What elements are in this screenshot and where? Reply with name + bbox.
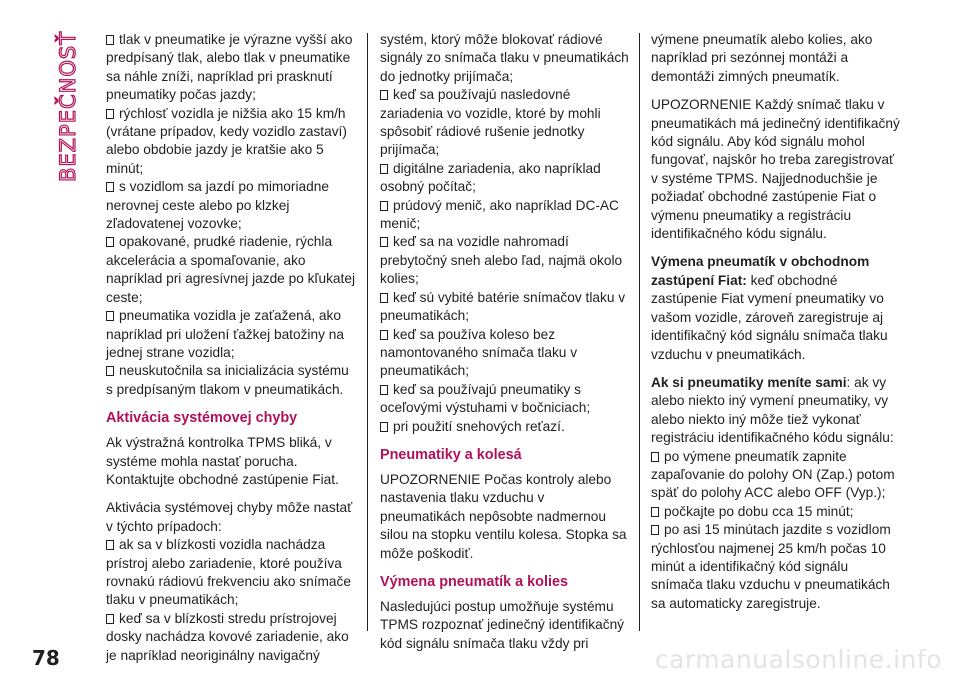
section-title: BEZPEČNOSŤ: [56, 30, 80, 182]
list-item: počkajte po dobu cca 15 minút;: [651, 503, 903, 521]
page-number: 78: [32, 646, 60, 670]
checkbox-bullet-icon: [380, 90, 388, 100]
list-item: keď sa v blízkosti stredu prístrojovej dosky nachádza kovové zariadenie, ako je napríklad neoriginálny navigačný: [106, 610, 349, 663]
paragraph: UPOZORNENIE Počas kontroly alebo nastavenia tlaku vzduchu v pneumatikách nepôsobte nadmernou silou na stopku ventilu kolesa. Stopka sa môže poškodiť.: [380, 471, 627, 561]
checkbox-bullet-icon: [380, 293, 388, 303]
checkbox-bullet-icon: [651, 452, 659, 462]
checkbox-bullet-icon: [106, 540, 114, 550]
list-item: keď sú vybité batérie snímačov tlaku v pneumatikách;: [380, 289, 626, 324]
checkbox-bullet-icon: [380, 330, 388, 340]
list-item: keď sa používa koleso bez namontovaného snímača tlaku v pneumatikách;: [380, 326, 578, 379]
checkbox-bullet-icon: [651, 507, 659, 517]
list-item: po výmene pneumatík zapnite zapaľovanie do polohy ON (Zap.) potom späť do polohy ACC alebo OFF (Vyp.);: [651, 448, 895, 501]
list-item: rýchlosť vozidla je nižšia ako 15 km/h (vrátane prípadov, kedy vozidlo zastaví) alebo obdobie jazdy je kratšie ako 5 minút;: [106, 105, 347, 176]
list-item: tlak v pneumatike je výrazne vyšší ako predpísaný tlak, alebo tlak v pneumatike sa náhle zníži, napríklad pri prasknutí pneumatiky počas jazdy;: [106, 32, 353, 103]
checkbox-bullet-icon: [380, 164, 388, 174]
paragraph: Nasledujúci postup umožňuje systému TPMS rozpoznať jedinečný identifikačný kód signálu snímača tlaku vždy pri: [380, 598, 625, 651]
heading-system-fault: Aktivácia systémovej chyby: [106, 410, 298, 427]
list-item: digitálne zariadenia, ako napríklad osobný počítač;: [380, 160, 601, 195]
bold-lead: Výmena pneumatík v obchodnom zastúpení Fiat:: [651, 254, 870, 288]
list-item: prúdový menič, ako napríklad DC-AC menič;: [380, 197, 619, 232]
column-divider: [639, 33, 640, 631]
checkbox-bullet-icon: [106, 35, 114, 45]
checkbox-bullet-icon: [380, 237, 388, 247]
bold-lead: Ak si pneumatiky meníte sami: [651, 374, 847, 390]
list-item: s vozidlom sa jazdí po mimoriadne nerovnej ceste alebo po klzkej zľadovatenej vozovke;: [106, 179, 329, 232]
list-item: opakované, prudké riadenie, rýchla akcelerácia a spomaľovanie, ako napríklad pri agresívnej jazde po kľukatej ceste;: [106, 234, 355, 305]
paragraph: Ak výstražná kontrolka TPMS bliká, v systéme mohla nastať porucha. Kontaktujte obchodné zastúpenie Fiat.: [106, 435, 339, 487]
list-item: po asi 15 minútach jazdite s vozidlom rýchlosťou najmenej 25 km/h počas 10 minút a identifikačný kód signálu snímača tlaku vzduchu v pneumatikách sa automaticky zaregistruje.: [651, 522, 891, 611]
watermark: carmanualsonline.info: [654, 645, 942, 674]
column-3: [651, 31, 903, 613]
checkbox-bullet-icon: [106, 182, 114, 192]
paragraph: systém, ktorý môže blokovať rádiové signály zo snímača tlaku v pneumatikách do jednotky prijímača;: [380, 32, 629, 84]
paragraph: UPOZORNENIE Každý snímač tlaku v pneumatikách má jedinečný identifikačný kód signálu. Aby kód signálu mohol fungovať, najskôr ho treba zaregistrovať v systéme TPMS. Najjednoduchšie je požiadať obchodné zastúpenie Fiat o výmenu pneumatiky a registráciu identifikačného kódu signálu.: [651, 97, 900, 242]
column-divider: [367, 33, 368, 631]
list-item: keď sa na vozidle nahromadí prebytočný sneh alebo ľad, najmä okolo kolies;: [380, 234, 623, 287]
checkbox-bullet-icon: [106, 366, 114, 376]
list-item: ak sa v blízkosti vozidla nachádza prístroj alebo zariadenie, ktoré používa rovnakú rádiovú frekvenciu ako snímače tlaku v pneumatikách;: [106, 537, 351, 608]
paragraph: Výmena pneumatík v obchodnom zastúpení Fiat: keď obchodné zastúpenie Fiat vymení pneumatiky vo vašom vozidle, zároveň zaregistruje aj identifikačný kód signálu snímača tlaku vzduchu v pneumatikách.: [651, 254, 888, 362]
paragraph: Ak si pneumatiky meníte sami: ak vy alebo niekto iný vymení pneumatiky, vy alebo niekto iný môže tiež vykonať registráciu identifikačného kódu signálu:: [651, 374, 894, 446]
list-item: pneumatika vozidla je zaťažená, ako napríklad pri uložení ťažkej batožiny na jednej strane vozidla;: [106, 308, 344, 360]
list-item: keď sa používajú nasledovné zariadenia vo vozidle, ktoré by mohli spôsobiť rádiové rušenie jednotky prijímača;: [380, 87, 601, 158]
checkbox-bullet-icon: [380, 201, 388, 211]
heading-tires-wheels: Pneumatiky a kolesá: [380, 446, 522, 463]
checkbox-bullet-icon: [106, 237, 114, 247]
checkbox-bullet-icon: [380, 422, 388, 432]
list-item: keď sa používajú pneumatiky s oceľovými výstuhami v bočniciach;: [380, 381, 591, 416]
paragraph: výmene pneumatík alebo kolies, ako napríklad pri sezónnej montáži a demontáži zimných pneumatík.: [651, 32, 873, 84]
list-item: neuskutočnila sa inicializácia systému s predpísaným tlakom v pneumatikách.: [106, 363, 349, 397]
checkbox-bullet-icon: [651, 525, 659, 535]
paragraph: Aktivácia systémovej chyby môže nastať v týchto prípadoch:: [106, 500, 353, 534]
heading-tire-replacement: Výmena pneumatík a kolies: [380, 573, 568, 590]
list-item: pri použití snehových reťazí.: [380, 418, 632, 436]
column-1: [106, 31, 358, 665]
checkbox-bullet-icon: [106, 109, 114, 119]
checkbox-bullet-icon: [106, 614, 114, 624]
checkbox-bullet-icon: [380, 385, 388, 395]
column-2: [380, 31, 632, 663]
checkbox-bullet-icon: [106, 311, 114, 321]
